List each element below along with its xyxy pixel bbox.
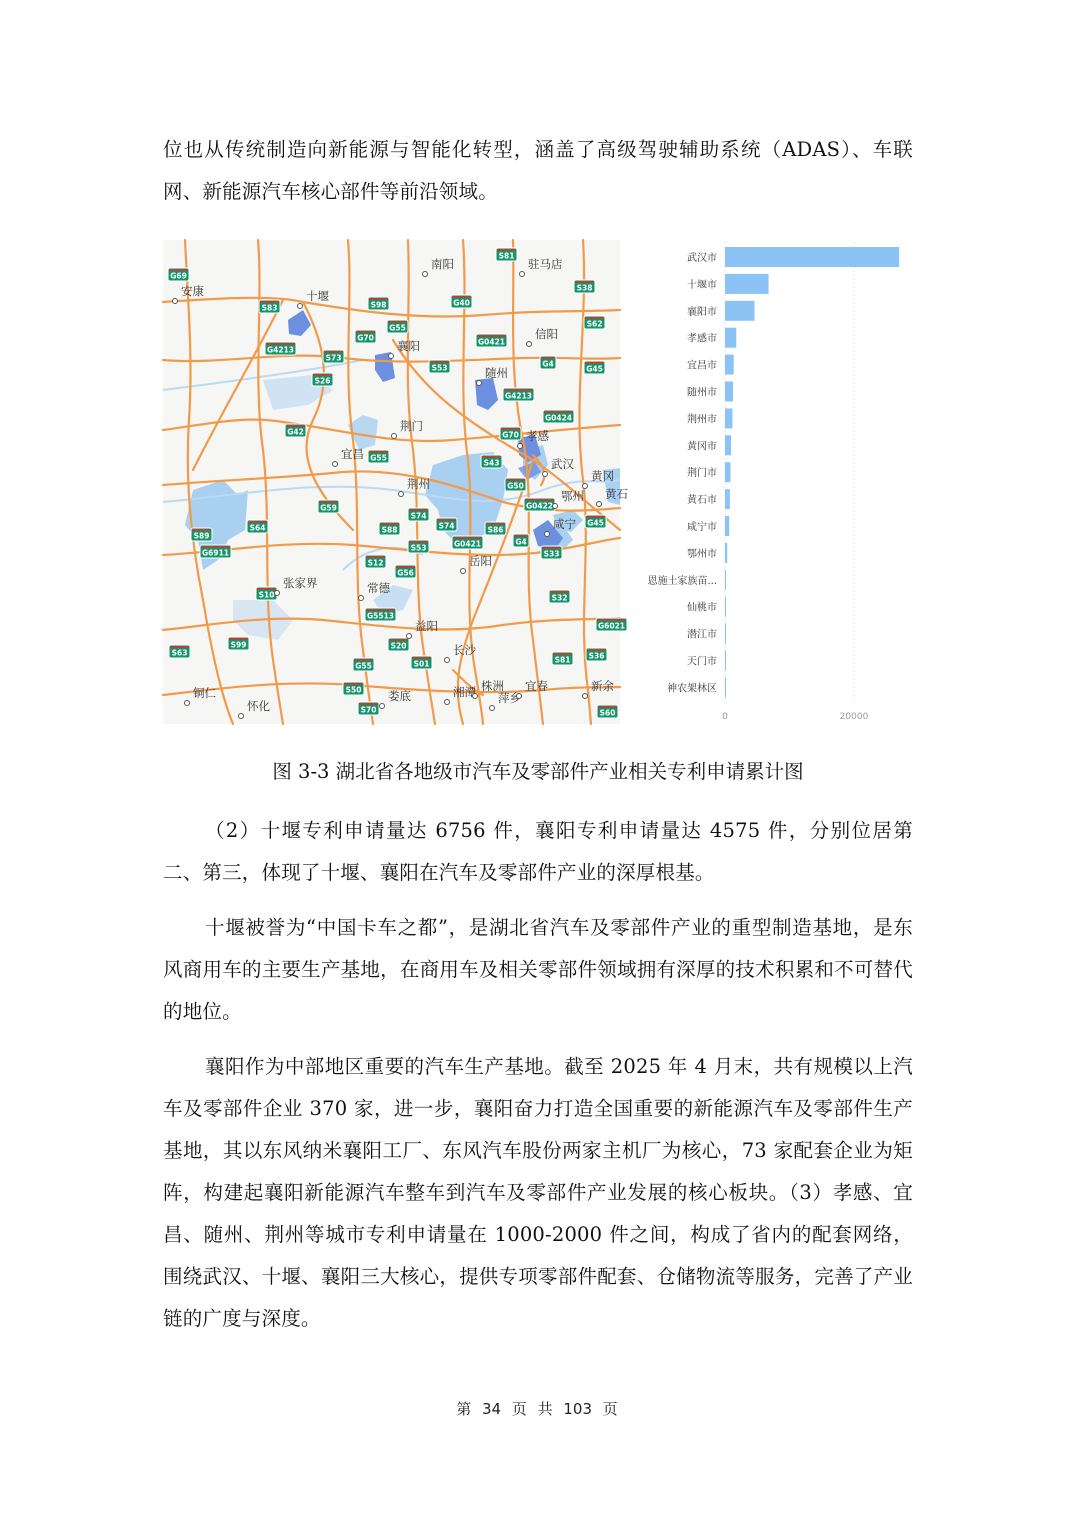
highway-shield <box>353 658 374 671</box>
highway-shield <box>343 682 364 695</box>
svg-text:S64: S64 <box>250 524 266 533</box>
city-marker <box>553 504 558 509</box>
city-label: 娄底 <box>388 689 411 703</box>
city-label: 新余 <box>591 679 614 693</box>
bar <box>725 274 769 294</box>
highway-shield <box>387 320 408 333</box>
bar <box>725 462 730 482</box>
city-label: 黄石 <box>605 487 628 501</box>
highway-shield <box>451 295 472 308</box>
highway-shield <box>476 334 507 347</box>
highway-shield <box>597 705 618 718</box>
svg-text:S81: S81 <box>555 656 571 665</box>
svg-text:S10: S10 <box>259 591 275 600</box>
city-marker <box>445 658 450 663</box>
svg-text:S63: S63 <box>172 649 188 658</box>
highway-shield <box>524 498 555 511</box>
svg-text:G45: G45 <box>587 519 604 528</box>
highway-shield <box>368 297 389 310</box>
svg-text:G55: G55 <box>355 662 372 671</box>
highway-shield <box>259 300 280 313</box>
city-marker <box>173 299 178 304</box>
highway-shield <box>379 522 400 535</box>
x-tick-label: 0 <box>722 712 728 722</box>
city-marker <box>597 502 602 507</box>
svg-text:G59: G59 <box>320 504 337 513</box>
bar-category-label: 随州市 <box>687 386 717 399</box>
paragraph-2: （2）十堰专利申请量达 6756 件，襄阳专利申请量达 4575 件，分别位居第二、第三，体现了十堰、襄阳在汽车及零部件产业的深厚根基。 <box>163 810 913 894</box>
bar-category-label: 神农架林区 <box>667 681 717 694</box>
city-marker <box>185 701 190 706</box>
bar-category-label: 荆州市 <box>687 412 717 425</box>
svg-text:G4: G4 <box>515 538 526 547</box>
highway-shield <box>541 546 562 559</box>
svg-text:S20: S20 <box>391 642 407 651</box>
city-marker <box>239 714 244 719</box>
city-label: 信阳 <box>535 327 558 341</box>
city-marker <box>477 381 482 386</box>
svg-text:S99: S99 <box>231 641 247 650</box>
city-marker <box>527 342 532 347</box>
highway-shield <box>312 373 333 386</box>
bar <box>725 301 755 321</box>
highway-shield <box>200 545 231 558</box>
city-marker <box>389 354 394 359</box>
city-marker <box>275 591 280 596</box>
svg-text:G50: G50 <box>507 482 524 491</box>
bar <box>725 597 726 617</box>
highway-shield <box>436 518 457 531</box>
svg-text:S43: S43 <box>484 459 500 468</box>
svg-text:S89: S89 <box>194 532 210 541</box>
city-label: 张家界 <box>283 576 318 590</box>
highway-shield <box>318 500 339 513</box>
bar <box>725 624 726 644</box>
city-marker <box>517 694 522 699</box>
bar <box>725 543 727 563</box>
highway-shield <box>368 450 389 463</box>
chart-category-labels <box>647 251 717 694</box>
svg-text:S88: S88 <box>382 526 398 535</box>
city-label: 咸宁 <box>553 517 576 531</box>
city-marker <box>392 434 397 439</box>
svg-text:G70: G70 <box>502 431 519 440</box>
svg-text:S83: S83 <box>262 304 278 313</box>
city-marker <box>583 484 588 489</box>
svg-text:G69: G69 <box>170 272 187 281</box>
highway-shield <box>265 342 296 355</box>
bar-category-label: 武汉市 <box>687 251 717 264</box>
patent-bar-chart <box>633 240 911 724</box>
highway-shield <box>500 427 521 440</box>
highway-shield <box>323 350 344 363</box>
highway-shield <box>496 248 517 261</box>
city-label: 长沙 <box>453 643 476 657</box>
figure-3-3 <box>163 240 911 724</box>
svg-text:G6021: G6021 <box>598 622 625 631</box>
svg-text:G0422: G0422 <box>526 502 553 511</box>
highway-shield <box>481 455 502 468</box>
highway-shield <box>574 280 595 293</box>
chart-bars <box>725 247 899 697</box>
city-label: 宜春 <box>525 679 548 693</box>
svg-text:G70: G70 <box>357 334 374 343</box>
highway-shield <box>256 587 277 600</box>
city-label: 驻马店 <box>528 257 563 271</box>
svg-text:S60: S60 <box>600 709 616 718</box>
city-label: 安康 <box>181 284 204 298</box>
hubei-map <box>163 240 620 724</box>
city-marker <box>380 704 385 709</box>
svg-text:S70: S70 <box>361 706 377 715</box>
svg-text:S73: S73 <box>326 354 342 363</box>
bar <box>725 328 736 348</box>
bar <box>725 516 729 536</box>
svg-text:G5513: G5513 <box>367 612 394 621</box>
highway-shield <box>408 508 429 521</box>
city-label: 宜昌 <box>341 447 364 461</box>
svg-text:S26: S26 <box>315 377 331 386</box>
bar <box>725 408 732 428</box>
city-marker <box>473 694 478 699</box>
svg-text:S98: S98 <box>371 301 387 310</box>
svg-text:G40: G40 <box>453 299 470 308</box>
svg-text:S74: S74 <box>411 512 427 521</box>
highway-shield <box>365 608 396 621</box>
bar-category-label: 潜江市 <box>687 628 717 641</box>
bar <box>725 355 734 375</box>
highway-shield <box>540 356 556 369</box>
svg-text:S32: S32 <box>552 594 568 603</box>
svg-text:G45: G45 <box>586 365 603 374</box>
bar-category-label: 恩施土家族苗... <box>647 574 717 587</box>
bar <box>725 382 733 402</box>
svg-text:G42: G42 <box>287 428 304 437</box>
highway-shield <box>388 638 409 651</box>
bar-category-label: 荆门市 <box>687 466 717 479</box>
city-label: 鄂州 <box>561 489 584 503</box>
highway-shield <box>285 424 306 437</box>
city-label: 萍乡 <box>498 691 521 705</box>
city-marker <box>543 472 548 477</box>
bar-category-label: 鄂州市 <box>687 547 717 560</box>
bar-category-label: 仙桃市 <box>687 601 717 614</box>
chart-x-ticks <box>722 712 868 722</box>
highway-shield <box>365 555 386 568</box>
figure-caption: 图 3-3 湖北省各地级市汽车及零部件产业相关专利申请累计图 <box>163 752 913 792</box>
bar-category-label: 宜昌市 <box>687 359 717 372</box>
bar-category-label: 天门市 <box>687 655 717 668</box>
bar <box>725 570 726 590</box>
bar-category-label: 十堰市 <box>687 278 717 291</box>
svg-text:G4213: G4213 <box>505 392 532 401</box>
city-marker <box>333 462 338 467</box>
svg-text:S33: S33 <box>544 550 560 559</box>
map-canvas <box>163 240 620 724</box>
svg-text:G55: G55 <box>389 324 406 333</box>
highway-shield <box>408 540 429 553</box>
city-label: 荆州 <box>407 477 430 491</box>
bar <box>725 247 899 267</box>
bar-category-label: 咸宁市 <box>687 520 717 533</box>
highway-shield <box>485 522 506 535</box>
svg-text:G0421: G0421 <box>478 338 505 347</box>
highway-shield <box>355 330 376 343</box>
highway-shields <box>168 248 627 718</box>
svg-text:S50: S50 <box>346 686 362 695</box>
city-label: 岳阳 <box>469 554 492 568</box>
svg-text:G6911: G6911 <box>202 549 229 558</box>
city-marker <box>359 596 364 601</box>
paragraph-3: 十堰被誉为“中国卡车之都”，是湖北省汽车及零部件产业的重型制造基地，是东风商用车的主要生产基地，在商用车及相关零部件领域拥有深厚的技术积累和不可替代的地位。 <box>163 907 913 1033</box>
bar <box>725 489 730 509</box>
city-marker <box>445 700 450 705</box>
svg-text:G4213: G4213 <box>267 346 294 355</box>
page-footer: 第 34 页 共 103 页 <box>0 1398 1074 1419</box>
x-tick-label: 20000 <box>840 712 869 722</box>
city-label: 株洲 <box>481 679 504 693</box>
city-label: 南阳 <box>431 257 454 271</box>
highway-shield <box>505 478 526 491</box>
svg-text:S86: S86 <box>488 526 504 535</box>
svg-text:S12: S12 <box>368 559 384 568</box>
city-marker <box>461 569 466 574</box>
city-marker <box>583 694 588 699</box>
highway-shield <box>585 515 606 528</box>
bar-category-label: 襄阳市 <box>687 305 717 318</box>
svg-text:S36: S36 <box>589 652 605 661</box>
city-marker <box>520 272 525 277</box>
city-marker <box>518 444 523 449</box>
bar <box>725 435 731 455</box>
highway-shield <box>513 534 529 547</box>
highway-shield <box>552 652 573 665</box>
svg-text:G56: G56 <box>397 569 414 578</box>
highway-shield <box>584 361 605 374</box>
highway-shield <box>169 645 190 658</box>
bar-chart-canvas <box>633 240 911 724</box>
svg-text:S53: S53 <box>411 544 427 553</box>
svg-text:S38: S38 <box>577 284 593 293</box>
city-label: 武汉 <box>551 457 574 471</box>
city-marker <box>399 492 404 497</box>
svg-text:S81: S81 <box>499 252 515 261</box>
svg-text:S62: S62 <box>587 320 603 329</box>
city-label: 铜仁 <box>193 686 216 700</box>
city-label: 益阳 <box>415 619 438 633</box>
highway-shield <box>503 388 534 401</box>
city-label: 怀化 <box>247 699 270 713</box>
highway-shield <box>191 528 212 541</box>
svg-text:G0424: G0424 <box>545 414 572 423</box>
highway-shield <box>358 702 379 715</box>
svg-text:S53: S53 <box>432 364 448 373</box>
highway-shield <box>586 648 607 661</box>
highway-shield <box>228 637 249 650</box>
city-marker <box>298 304 303 309</box>
city-label: 黄冈 <box>591 469 614 483</box>
bar-category-label: 黄冈市 <box>687 439 717 452</box>
svg-text:G4: G4 <box>542 360 553 369</box>
bar <box>725 651 726 671</box>
svg-text:S74: S74 <box>439 522 455 531</box>
highway-shield <box>549 590 570 603</box>
highway-shield <box>168 268 189 281</box>
bar <box>725 677 726 697</box>
svg-text:G0421: G0421 <box>454 540 481 549</box>
city-label: 随州 <box>485 366 508 380</box>
highway-shield <box>247 520 268 533</box>
city-label: 襄阳 <box>397 339 420 353</box>
svg-text:S01: S01 <box>414 660 430 669</box>
city-label: 常德 <box>367 581 390 595</box>
city-label: 孝感 <box>526 429 549 443</box>
paragraph-continuation: 位也从传统制造向新能源与智能化转型，涵盖了高级驾驶辅助系统（ADAS）、车联网、新能源汽车核心部件等前沿领域。 <box>163 129 913 213</box>
highway-shield <box>584 316 605 329</box>
paragraph-4: 襄阳作为中部地区重要的汽车生产基地。截至 2025 年 4 月末，共有规模以上汽车及零部件企业 370 家，进一步，襄阳奋力打造全国重要的新能源汽车及零部件生产基地，其以东风纳米襄阳工厂、东风汽车股份两家主机厂为核心，73 家配套企业为矩阵，构建起襄阳新能源汽车整车到汽车及零部件产业发展的核心板块。（3）孝感、宜昌、随州、荆州等城市专利申请量在 1000-2000 件之间，构成了省内的配套网络，围绕武汉、十堰、襄阳三大核心，提供专项零部件配套、仓储物流等服务，完善了产业链的广度与深度。 <box>163 1046 913 1340</box>
highway-shield <box>596 618 627 631</box>
svg-text:G55: G55 <box>370 454 387 463</box>
city-marker <box>423 272 428 277</box>
city-marker <box>490 706 495 711</box>
city-marker <box>545 532 550 537</box>
highway-shield <box>429 360 450 373</box>
bar-category-label: 孝感市 <box>687 332 717 345</box>
city-label: 十堰 <box>306 289 329 303</box>
bar-category-label: 黄石市 <box>687 493 717 506</box>
city-label: 湘潭 <box>453 685 476 699</box>
highway-shield <box>543 410 574 423</box>
city-marker <box>407 634 412 639</box>
city-label: 荆门 <box>400 419 423 433</box>
highway-shield <box>395 565 416 578</box>
highway-shield <box>452 536 483 549</box>
highway-shield <box>411 656 432 669</box>
